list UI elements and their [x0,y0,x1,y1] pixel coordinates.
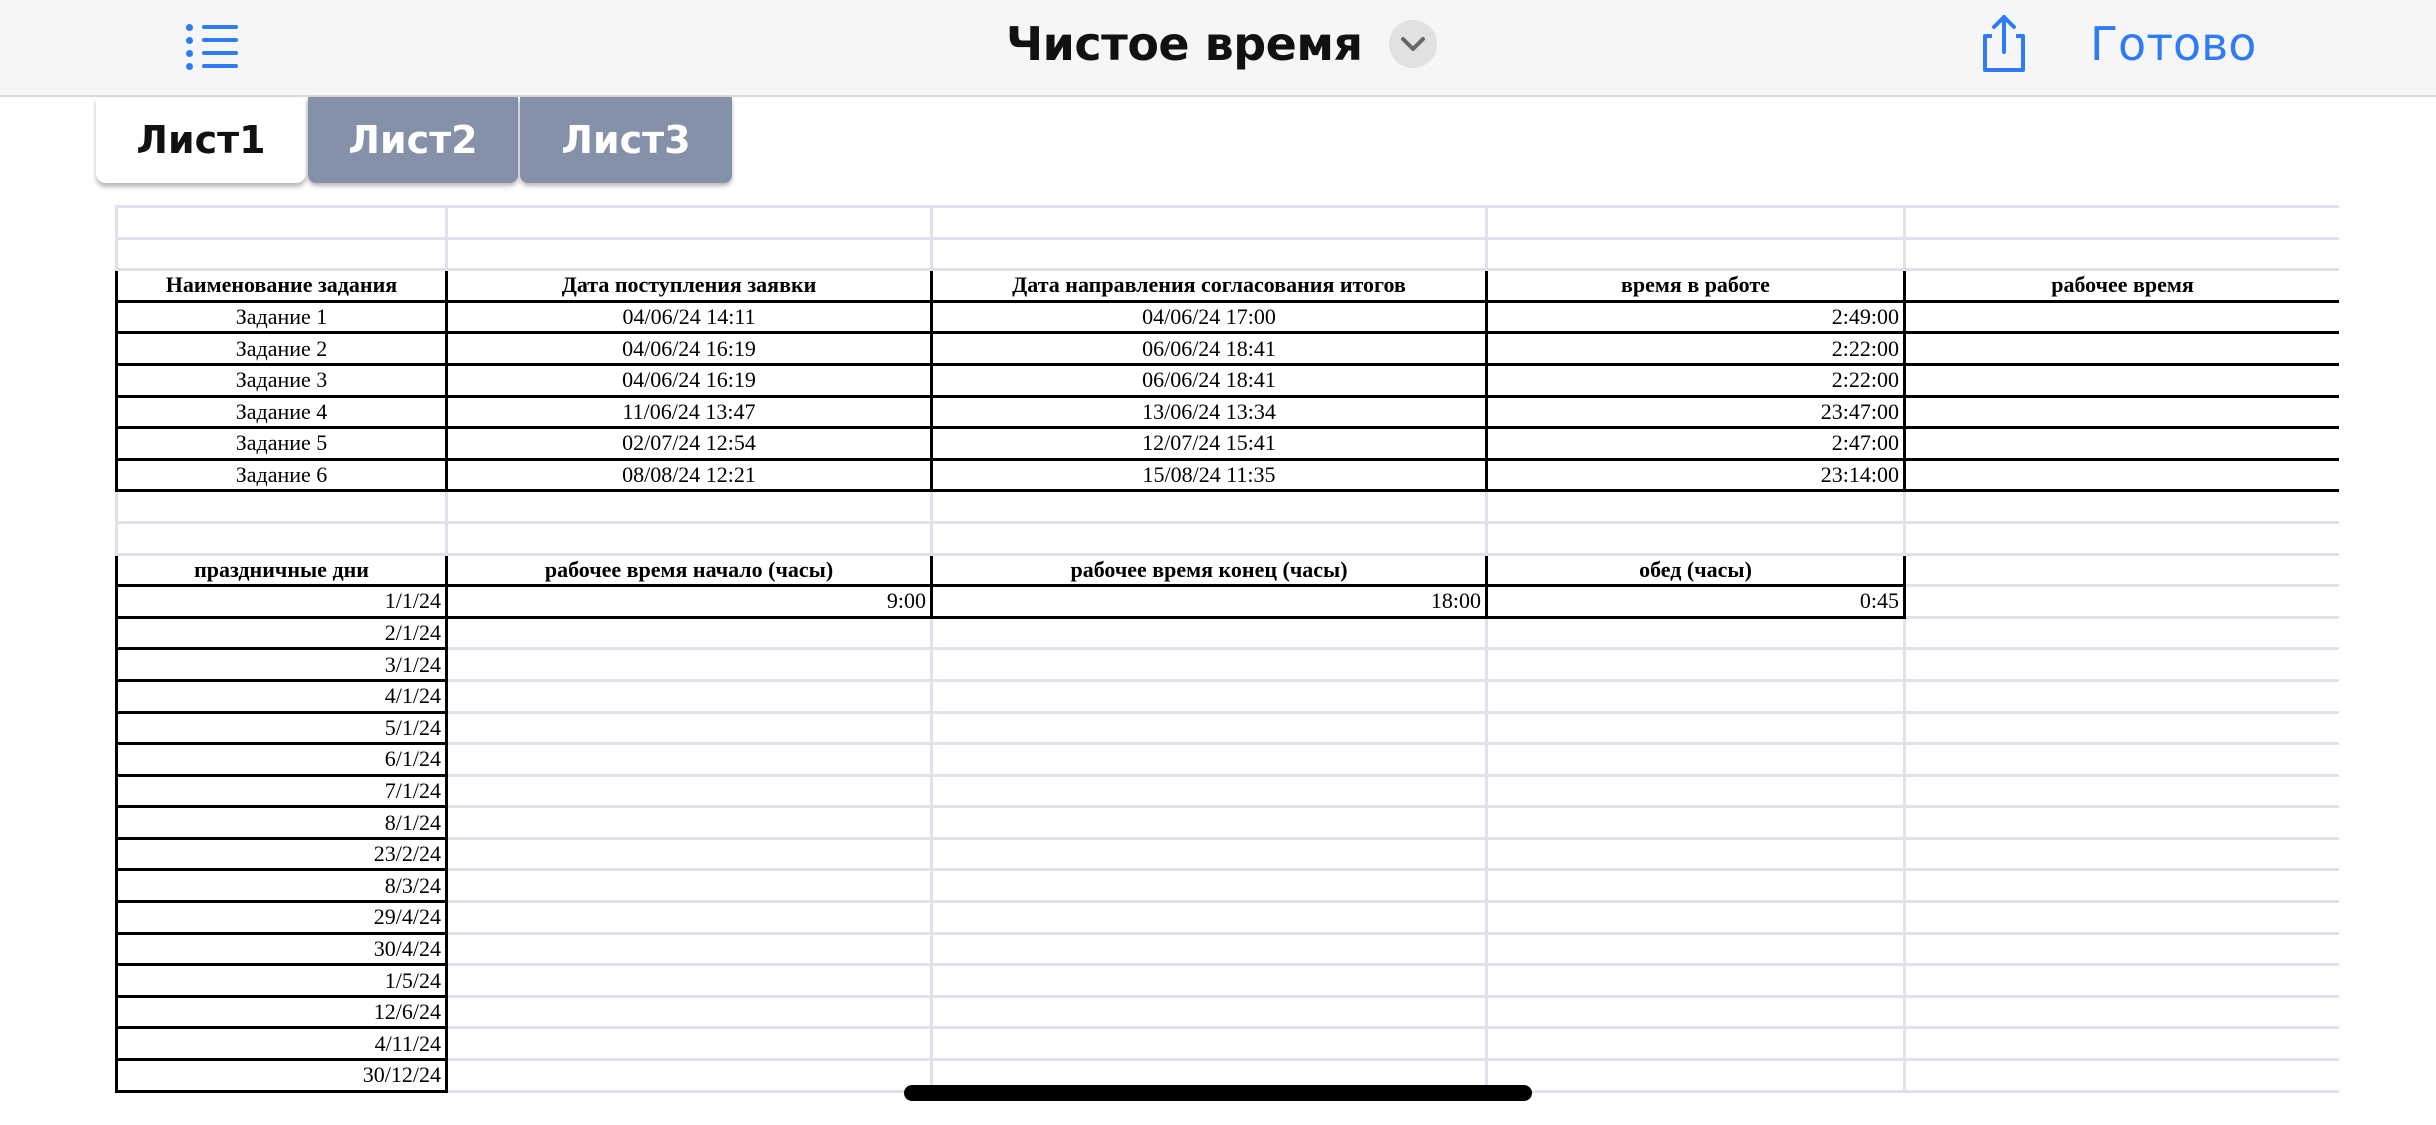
sheet-grid [115,205,2339,1093]
tasks-header-row [117,270,2340,302]
home-indicator [904,1085,1532,1101]
received-date-cell[interactable]: 04/06/24 16:19 [447,333,932,365]
net-time-cell[interactable] [1905,396,2340,428]
holiday-row [117,712,2340,744]
holiday-row [117,996,2340,1028]
holiday-cell[interactable]: 4/1/24 [117,680,447,712]
holiday-cell[interactable]: 8/3/24 [117,870,447,902]
holiday-row [117,744,2340,776]
done-button[interactable]: Готово [2090,17,2257,71]
holiday-cell[interactable]: 1/5/24 [117,965,447,997]
holiday-cell[interactable]: 30/4/24 [117,933,447,965]
holiday-row [117,617,2340,649]
holiday-row [117,838,2340,870]
work-end-cell[interactable]: 18:00 [932,586,1487,618]
sheet-tabs [96,97,732,183]
tab-sheet3[interactable]: Лист3 [520,97,732,183]
received-date-cell[interactable]: 11/06/24 13:47 [447,396,932,428]
task-row [117,364,2340,396]
tab-sheet2[interactable]: Лист2 [308,97,518,183]
net-time-cell[interactable] [1905,459,2340,491]
tab-sheet1[interactable]: Лист1 [96,97,306,183]
received-date-cell[interactable]: 02/07/24 12:54 [447,428,932,460]
net-time-cell[interactable] [1905,333,2340,365]
top-toolbar [0,0,2436,97]
header-lunch[interactable]: обед (часы) [1487,554,1905,586]
work-time-cell[interactable]: 23:14:00 [1487,459,1905,491]
sent-date-cell[interactable]: 06/06/24 18:41 [932,364,1487,396]
document-title-group [1006,14,1437,74]
task-name-cell[interactable]: Задание 4 [117,396,447,428]
holiday-cell[interactable]: 23/2/24 [117,838,447,870]
task-row [117,396,2340,428]
holiday-row [117,1028,2340,1060]
work-time-cell[interactable]: 2:49:00 [1487,301,1905,333]
holiday-cell[interactable]: 5/1/24 [117,712,447,744]
holiday-cell[interactable]: 2/1/24 [117,617,447,649]
task-name-cell[interactable]: Задание 6 [117,459,447,491]
holiday-row [117,965,2340,997]
net-time-cell[interactable] [1905,301,2340,333]
sent-date-cell[interactable]: 04/06/24 17:00 [932,301,1487,333]
holiday-cell[interactable]: 12/6/24 [117,996,447,1028]
chevron-down-icon[interactable] [1389,20,1437,68]
work-time-cell[interactable]: 2:22:00 [1487,333,1905,365]
header-work-start[interactable]: рабочее время начало (часы) [447,554,932,586]
holiday-row [117,680,2340,712]
holiday-cell[interactable]: 7/1/24 [117,775,447,807]
header-received-date[interactable]: Дата поступления заявки [447,270,932,302]
document-title[interactable]: Чистое время [1006,17,1363,71]
holiday-cell[interactable]: 8/1/24 [117,807,447,839]
share-icon[interactable] [1976,12,2032,74]
holiday-cell[interactable]: 4/11/24 [117,1028,447,1060]
holiday-cell[interactable]: 29/4/24 [117,902,447,934]
holiday-row [117,649,2340,681]
spreadsheet[interactable] [115,205,2339,1125]
sent-date-cell[interactable]: 15/08/24 11:35 [932,459,1487,491]
work-start-cell[interactable]: 9:00 [447,586,932,618]
sent-date-cell[interactable]: 06/06/24 18:41 [932,333,1487,365]
header-net-time[interactable]: рабочее время [1905,270,2340,302]
holiday-row [117,933,2340,965]
task-name-cell[interactable]: Задание 3 [117,364,447,396]
sent-date-cell[interactable]: 12/07/24 15:41 [932,428,1487,460]
task-row [117,301,2340,333]
schedule-row [117,586,2340,618]
holiday-cell[interactable]: 30/12/24 [117,1060,447,1092]
lunch-cell[interactable]: 0:45 [1487,586,1905,618]
task-name-cell[interactable]: Задание 1 [117,301,447,333]
header-work-end[interactable]: рабочее время конец (часы) [932,554,1487,586]
header-task-name[interactable]: Наименование задания [117,270,447,302]
work-time-cell[interactable]: 23:47:00 [1487,396,1905,428]
header-sent-date[interactable]: Дата направления согласования итогов [932,270,1487,302]
net-time-cell[interactable] [1905,364,2340,396]
work-time-cell[interactable]: 2:22:00 [1487,364,1905,396]
header-holidays[interactable]: праздничные дни [117,554,447,586]
holiday-row [117,775,2340,807]
holiday-cell[interactable]: 1/1/24 [117,586,447,618]
received-date-cell[interactable]: 04/06/24 16:19 [447,364,932,396]
task-row [117,459,2340,491]
holiday-row [117,807,2340,839]
holiday-row [117,870,2340,902]
schedule-header-row [117,554,2340,586]
header-work-time[interactable]: время в работе [1487,270,1905,302]
task-row [117,428,2340,460]
holiday-cell[interactable]: 6/1/24 [117,744,447,776]
received-date-cell[interactable]: 08/08/24 12:21 [447,459,932,491]
task-name-cell[interactable]: Задание 2 [117,333,447,365]
sent-date-cell[interactable]: 13/06/24 13:34 [932,396,1487,428]
received-date-cell[interactable]: 04/06/24 14:11 [447,301,932,333]
net-time-cell[interactable] [1905,428,2340,460]
task-name-cell[interactable]: Задание 5 [117,428,447,460]
holiday-row [117,902,2340,934]
task-row [117,333,2340,365]
work-time-cell[interactable]: 2:47:00 [1487,428,1905,460]
holiday-cell[interactable]: 3/1/24 [117,649,447,681]
list-icon[interactable] [180,20,242,70]
